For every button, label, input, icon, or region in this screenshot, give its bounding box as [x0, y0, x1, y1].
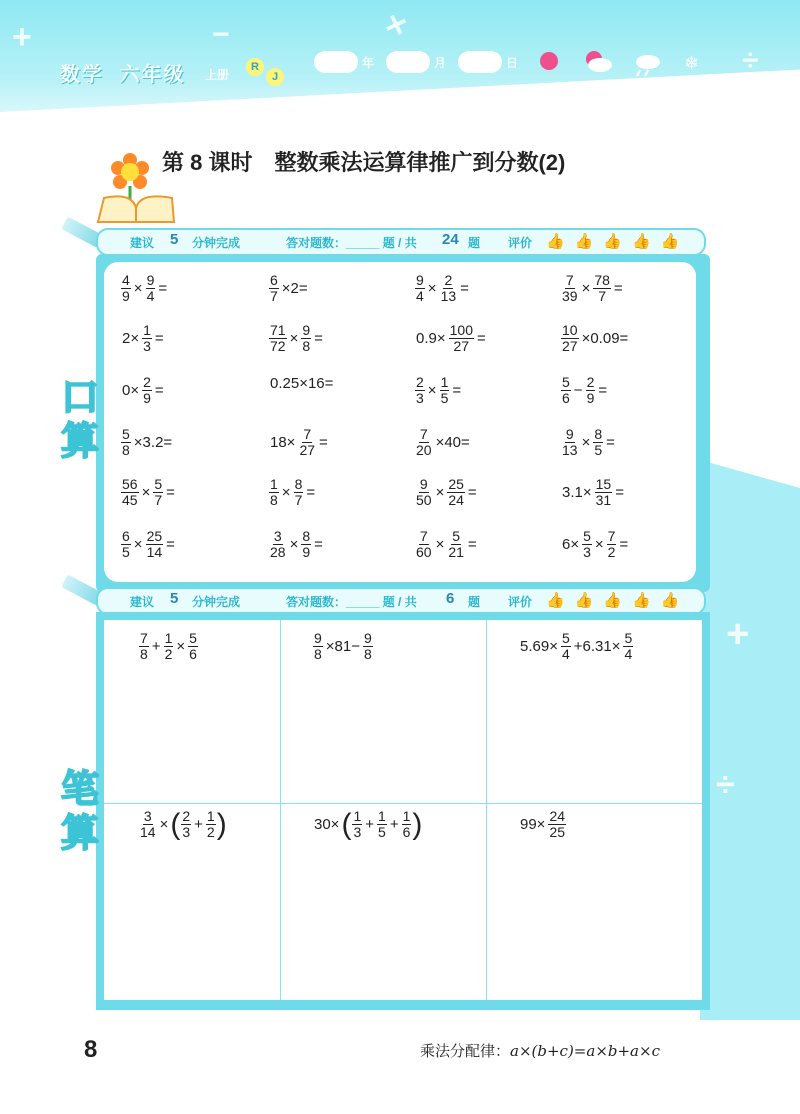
numerator: 7: [565, 272, 574, 288]
expr-text: =: [319, 434, 328, 451]
fraction: [269, 323, 287, 354]
denominator: 9: [143, 390, 151, 406]
denominator: 3: [143, 338, 151, 354]
fraction: [139, 809, 157, 840]
oral-problem: [120, 427, 174, 458]
oral-problem: [120, 529, 177, 560]
fraction: [301, 323, 311, 354]
written-problem: [138, 809, 227, 840]
total-count: 6: [446, 590, 455, 607]
fraction: [582, 529, 592, 560]
expr-text: =: [606, 434, 615, 451]
denominator: 7: [270, 288, 278, 304]
numerator: 15: [595, 476, 612, 492]
expr-text: ×: [581, 280, 591, 297]
denominator: 60: [416, 544, 432, 560]
expr-text: ×: [427, 382, 437, 399]
numerator: 8: [302, 528, 311, 544]
expr-text: ×: [133, 536, 143, 553]
numerator: 5: [583, 528, 591, 544]
numerator: 5: [452, 528, 461, 544]
plus-decoration-icon: +: [726, 612, 750, 656]
fraction: [153, 477, 163, 508]
correct-count-label: 答对题数：_____ 题 / 共: [286, 595, 417, 609]
distributive-law-note: [420, 1040, 660, 1061]
numerator: 8: [594, 426, 603, 442]
grade-label: 六年级: [119, 64, 186, 86]
written-problem: [312, 631, 374, 662]
expr-text: ×: [289, 536, 299, 553]
denominator: 5: [122, 544, 130, 560]
lesson-number: 第 8 课时: [162, 150, 253, 175]
expr-text: ×: [141, 484, 151, 501]
expr-text: 99×: [520, 816, 546, 833]
fraction: [593, 427, 603, 458]
expr-text: ×81−: [325, 638, 361, 655]
oral-problem: [414, 427, 472, 458]
fraction: [449, 323, 474, 354]
suggest-label: 建议: [130, 236, 155, 250]
oral-problem: [268, 273, 310, 304]
written-side-char: 算: [60, 813, 99, 855]
oral-problem: [414, 273, 471, 304]
denominator: 20: [416, 442, 432, 458]
denominator: 14: [140, 824, 156, 840]
total-suffix: 题: [468, 236, 481, 250]
numerator: 56: [122, 476, 138, 492]
fraction: [301, 529, 311, 560]
written-problem: [518, 631, 634, 662]
minus-decoration-icon: −: [212, 18, 230, 51]
fraction: [593, 273, 611, 304]
semester-label: 上册: [205, 68, 230, 82]
denominator: 8: [122, 442, 130, 458]
oral-problem: [268, 529, 325, 560]
expr-text: =: [166, 536, 175, 553]
numerator: 7: [419, 528, 428, 544]
day-label: 日: [506, 56, 519, 70]
numerator: 9: [302, 322, 311, 338]
year-field[interactable]: [314, 51, 358, 73]
written-problem: [138, 631, 199, 662]
page-number: 8: [84, 1036, 98, 1063]
numerator: 8: [294, 476, 303, 492]
expr-text: ×: [435, 536, 445, 553]
fraction: [352, 809, 362, 840]
denominator: 25: [549, 824, 566, 840]
denominator: 45: [122, 492, 138, 508]
denominator: 13: [562, 442, 578, 458]
expr-text: ×3.2=: [133, 434, 173, 451]
expr-text: =: [166, 484, 175, 501]
oral-problem: [268, 477, 317, 508]
numerator: 6: [122, 528, 130, 544]
denominator: 28: [270, 544, 286, 560]
written-problem: [312, 809, 422, 840]
oral-problem: [560, 323, 630, 354]
denominator: 27: [453, 338, 470, 354]
parenthesis: (: [341, 807, 352, 841]
expr-text: =: [460, 280, 469, 297]
fraction: [561, 323, 579, 354]
numerator: 1: [270, 476, 278, 492]
fraction: [363, 631, 373, 662]
numerator: 24: [549, 808, 566, 824]
expr-text: ×0.09=: [581, 330, 629, 347]
denominator: 7: [598, 288, 607, 304]
denominator: 21: [448, 544, 464, 560]
fraction: [313, 631, 323, 662]
numerator: 7: [140, 630, 148, 646]
numerator: 1: [164, 630, 173, 646]
minutes-suffix: 分钟完成: [192, 595, 241, 609]
denominator: 4: [146, 288, 155, 304]
fraction: [121, 477, 139, 508]
expr-text: ×: [281, 484, 291, 501]
expr-text: =: [467, 484, 477, 501]
minutes-value: 5: [170, 590, 179, 607]
thumbs-rating-icon[interactable]: 👍👍👍👍👍: [546, 233, 690, 250]
fraction: [121, 273, 131, 304]
oral-suggestion-bar: [96, 228, 706, 256]
expr-text: +: [151, 638, 161, 655]
fraction: [595, 477, 613, 508]
numerator: 5: [189, 630, 197, 646]
fraction: [269, 529, 287, 560]
oral-side-label: [58, 376, 102, 464]
fraction: [269, 477, 279, 508]
oral-side-char: 算: [60, 421, 99, 463]
denominator: 4: [624, 646, 633, 662]
expr-text: =: [314, 536, 323, 553]
fraction: [586, 375, 596, 406]
oral-problem: [414, 323, 488, 354]
lesson-topic: 整数乘法运算律推广到分数(2): [274, 150, 566, 175]
denominator: 27: [299, 442, 316, 458]
expr-text: 0×: [122, 382, 140, 399]
expr-text: ×40=: [435, 434, 470, 451]
denominator: 13: [440, 288, 457, 304]
denominator: 27: [562, 338, 578, 354]
denominator: 31: [595, 492, 612, 508]
edition-badge-r: R: [246, 58, 264, 76]
parenthesis: (: [170, 807, 181, 841]
edition-badge-j: J: [266, 68, 284, 86]
law-label: 乘法分配律：: [420, 1042, 511, 1060]
fraction: [139, 631, 149, 662]
fraction: [269, 273, 279, 304]
expr-text: ×: [159, 816, 169, 833]
fraction: [561, 273, 579, 304]
fraction: [298, 427, 316, 458]
fraction: [415, 427, 433, 458]
numerator: 2: [182, 808, 191, 824]
expr-text: ×: [581, 434, 591, 451]
fraction: [377, 809, 387, 840]
expr-text: ×2=: [281, 280, 308, 297]
fraction: [121, 427, 131, 458]
expr-text: 0.25×16=: [270, 375, 334, 392]
denominator: 7: [154, 492, 163, 508]
plus-decoration-icon: +: [12, 18, 32, 56]
expr-text: =: [452, 382, 462, 399]
numerator: 3: [143, 808, 152, 824]
oral-side-char: 口: [60, 377, 99, 419]
parenthesis: ): [216, 807, 227, 841]
denominator: 8: [364, 646, 372, 662]
written-divider: [104, 803, 702, 804]
denominator: 14: [146, 544, 163, 560]
numerator: 1: [206, 808, 215, 824]
numerator: 9: [416, 272, 424, 288]
oral-problem: [560, 427, 617, 458]
numerator: 5: [562, 374, 570, 390]
denominator: 2: [164, 646, 173, 662]
oral-problem: [560, 529, 630, 560]
denominator: 3: [353, 824, 362, 840]
denominator: 72: [270, 338, 286, 354]
numerator: 1: [402, 808, 411, 824]
expr-text: 6×: [562, 536, 580, 553]
denominator: 9: [586, 390, 595, 406]
oral-problem: [560, 273, 625, 304]
expr-text: 2×: [122, 330, 140, 347]
lesson-title: [162, 146, 565, 177]
written-suggestion-bar: [96, 587, 706, 615]
denominator: 6: [189, 646, 197, 662]
denominator: 8: [140, 646, 148, 662]
fraction: [181, 809, 191, 840]
fraction: [440, 375, 450, 406]
written-side-char: 笔: [60, 769, 99, 811]
denominator: 3: [182, 824, 191, 840]
expr-text: 3.1×: [562, 484, 592, 501]
expr-text: 0.9×: [416, 330, 446, 347]
denominator: 2: [206, 824, 215, 840]
oral-problem: [120, 375, 166, 406]
numerator: 25: [146, 528, 163, 544]
expr-text: ×: [594, 536, 604, 553]
fraction: [447, 477, 465, 508]
numerator: 1: [440, 374, 449, 390]
oral-problem: [414, 375, 463, 406]
evaluate-label: 评价: [508, 236, 533, 250]
fraction: [447, 529, 465, 560]
times-decoration-icon: ×: [380, 3, 412, 47]
expr-text: =: [613, 280, 623, 297]
oral-problem: [560, 375, 609, 406]
fraction: [294, 477, 304, 508]
divide-decoration-icon: ÷: [716, 766, 735, 804]
expr-text: =: [306, 484, 316, 501]
fraction: [188, 631, 198, 662]
expr-text: =: [154, 382, 164, 399]
snow-icon: ❄: [684, 53, 700, 74]
written-divider: [280, 620, 281, 1000]
written-divider: [486, 620, 487, 1000]
numerator: 4: [122, 272, 130, 288]
numerator: 7: [607, 528, 616, 544]
fraction: [206, 809, 216, 840]
expr-text: =: [158, 280, 168, 297]
expr-text: 30×: [314, 816, 340, 833]
numerator: 7: [419, 426, 428, 442]
fraction: [415, 529, 433, 560]
oral-problem: [414, 477, 479, 508]
fraction: [415, 477, 433, 508]
denominator: 6: [562, 390, 570, 406]
numerator: 71: [270, 322, 286, 338]
expr-text: ×: [289, 330, 299, 347]
fraction: [402, 809, 412, 840]
fraction: [121, 529, 131, 560]
divide-decoration-icon: ÷: [742, 44, 759, 77]
numerator: 1: [378, 808, 386, 824]
fraction: [440, 273, 458, 304]
numerator: 25: [448, 476, 464, 492]
law-formula: a×(b+c)=a×b+a×c: [510, 1042, 660, 1060]
expr-text: ×: [427, 280, 437, 297]
denominator: 24: [448, 492, 464, 508]
denominator: 8: [270, 492, 278, 508]
day-field[interactable]: [458, 51, 502, 73]
numerator: 9: [314, 630, 322, 646]
expr-text: +: [194, 816, 203, 833]
denominator: 9: [122, 288, 130, 304]
oral-problem: [120, 323, 166, 354]
expr-text: +: [389, 816, 399, 833]
numerator: 5: [561, 630, 570, 646]
month-field[interactable]: [386, 51, 430, 73]
written-side-label: [58, 768, 102, 856]
total-suffix: 题: [468, 595, 481, 609]
denominator: 5: [594, 442, 603, 458]
numerator: 5: [154, 476, 163, 492]
numerator: 78: [594, 272, 610, 288]
numerator: 9: [146, 272, 155, 288]
oral-problem: [268, 375, 335, 392]
month-label: 月: [434, 56, 447, 70]
fraction: [142, 323, 152, 354]
subject-grade: [60, 58, 186, 87]
oral-problem: [120, 477, 177, 508]
thumbs-rating-icon[interactable]: 👍👍👍👍👍: [546, 592, 690, 609]
numerator: 100: [449, 322, 473, 338]
expr-text: 18×: [270, 434, 296, 451]
expr-text: =: [476, 330, 486, 347]
right-side-tab: [700, 460, 800, 1020]
fraction: [561, 631, 571, 662]
minutes-suffix: 分钟完成: [192, 236, 241, 250]
denominator: 5: [440, 390, 449, 406]
parenthesis: ): [412, 807, 423, 841]
denominator: 50: [416, 492, 432, 508]
oral-problem: [268, 323, 325, 354]
numerator: 9: [565, 426, 574, 442]
oral-problem: [120, 273, 169, 304]
denominator: 6: [402, 824, 411, 840]
expr-text: +6.31×: [573, 638, 621, 655]
oral-problem: [414, 529, 479, 560]
subject-label: 数学: [60, 64, 104, 86]
fraction: [142, 375, 152, 406]
expr-text: +: [365, 816, 375, 833]
expr-text: =: [314, 330, 323, 347]
denominator: 8: [302, 338, 311, 354]
numerator: 1: [143, 322, 151, 338]
denominator: 7: [294, 492, 303, 508]
fraction: [607, 529, 617, 560]
numerator: 2: [586, 374, 595, 390]
denominator: 5: [378, 824, 386, 840]
fraction: [415, 273, 425, 304]
numerator: 5: [122, 426, 130, 442]
suggest-label: 建议: [130, 595, 155, 609]
denominator: 2: [607, 544, 616, 560]
denominator: 3: [583, 544, 591, 560]
sun-icon: [540, 52, 558, 70]
numerator: 3: [273, 528, 282, 544]
numerator: 7: [303, 426, 312, 442]
denominator: 9: [302, 544, 311, 560]
numerator: 2: [444, 272, 453, 288]
numerator: 2: [143, 374, 151, 390]
expr-text: =: [598, 382, 608, 399]
fraction: [146, 529, 164, 560]
expr-text: =: [154, 330, 164, 347]
expr-text: =: [619, 536, 629, 553]
written-problem: [518, 809, 567, 840]
minutes-value: 5: [170, 231, 179, 248]
denominator: 39: [562, 288, 578, 304]
fraction: [561, 427, 579, 458]
fraction: [415, 375, 425, 406]
fraction: [623, 631, 633, 662]
expr-text: −: [573, 382, 583, 399]
expr-text: ×: [435, 484, 445, 501]
fraction: [164, 631, 174, 662]
rain-cloud-icon: [636, 55, 660, 69]
fraction: [146, 273, 156, 304]
denominator: 4: [416, 288, 424, 304]
year-label: 年: [362, 56, 375, 70]
numerator: 10: [562, 322, 578, 338]
denominator: 8: [314, 646, 322, 662]
numerator: 9: [364, 630, 372, 646]
fraction: [548, 809, 566, 840]
denominator: 4: [561, 646, 570, 662]
numerator: 6: [270, 272, 278, 288]
numerator: 2: [416, 374, 424, 390]
expr-text: =: [615, 484, 624, 501]
expr-text: ×: [176, 638, 186, 655]
weather-icons: [536, 50, 716, 80]
expr-text: 5.69×: [520, 638, 558, 655]
fraction: [561, 375, 571, 406]
expr-text: =: [467, 536, 477, 553]
denominator: 3: [416, 390, 424, 406]
oral-problem: [268, 427, 330, 458]
correct-count-label: 答对题数：_____ 题 / 共: [286, 236, 417, 250]
numerator: 9: [419, 476, 428, 492]
expr-text: ×: [133, 280, 143, 297]
oral-problem: [560, 477, 626, 508]
total-count: 24: [442, 231, 459, 248]
numerator: 1: [353, 808, 362, 824]
evaluate-label: 评价: [508, 595, 533, 609]
numerator: 5: [624, 630, 633, 646]
